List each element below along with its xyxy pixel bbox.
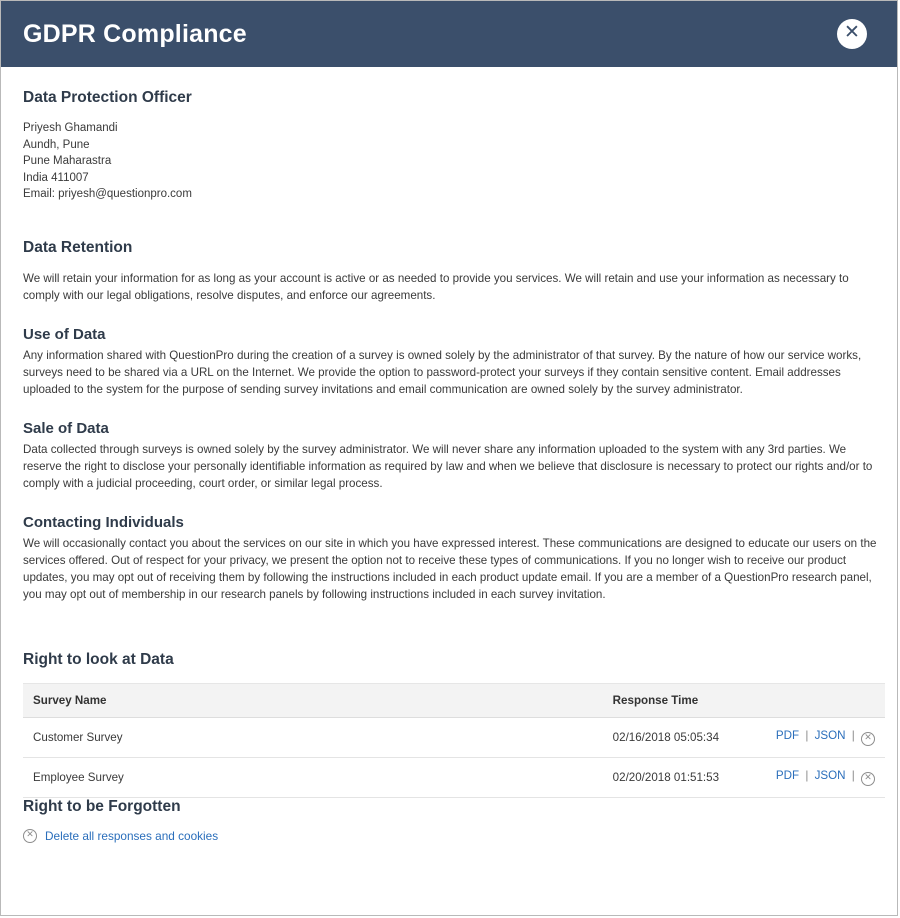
sale-of-data-text: Data collected through surveys is owned solely by the survey administrator. We will never share any information uploaded to the system with any 3rd parties. We reserve the right to disclose your personally identifiable information as required by law and when we believe that disclosure is necessary to protect our rights and/or to comply with a judicial proceeding, court order, or similar legal process.: [23, 442, 873, 490]
surveys-table: [23, 683, 885, 798]
spacer: [23, 625, 879, 651]
delete-survey-icon[interactable]: ✕: [861, 772, 875, 786]
table-row: [23, 717, 885, 757]
column-header-actions: [766, 683, 885, 717]
contacting-individuals-text: We will occasionally contact you about the services on our site in which you have expressed interest. These communications are designed to educate our users on the services offered. Out of respect for your privacy, we present the option not to receive these types of communications. If you no longer wish to receive our product updates, you may opt out of receiving them by following the instructions included in each product update email. If you are a member of a QuestionPro research panel, you may opt out of membership in our research panels by following instructions included in each survey invitation.: [23, 536, 877, 601]
download-json-link[interactable]: JSON: [814, 768, 846, 782]
delete-survey-icon[interactable]: ✕: [861, 732, 875, 746]
close-icon[interactable]: [837, 19, 867, 49]
dpo-email: Email: priyesh@questionpro.com: [23, 188, 192, 201]
contacting-individuals-heading: Contacting Individuals: [23, 513, 184, 531]
dpo-address-line-1: Aundh, Pune: [23, 138, 90, 151]
table-header-row: [23, 683, 885, 717]
surveys-table-head: [23, 683, 885, 717]
action-separator-2: |: [851, 768, 855, 782]
use-of-data-heading: Use of Data: [23, 325, 106, 343]
delete-all-responses-link[interactable]: Delete all responses and cookies: [45, 828, 219, 843]
response-time-cell: 02/20/2018 01:51:53: [603, 757, 766, 797]
sale-of-data-heading: Sale of Data: [23, 419, 109, 437]
download-pdf-link[interactable]: PDF: [775, 728, 800, 742]
row-actions-cell: [766, 757, 885, 797]
modal-body: [1, 67, 897, 915]
page-title: GDPR Compliance: [23, 19, 247, 48]
delete-all-row[interactable]: [23, 829, 879, 843]
right-to-look-heading: Right to look at Data: [23, 650, 174, 668]
action-separator: |: [805, 728, 809, 742]
row-actions-cell: [766, 717, 885, 757]
surveys-table-wrapper: [23, 683, 879, 798]
action-separator: |: [805, 768, 809, 782]
right-to-be-forgotten-heading: Right to be Forgotten: [23, 797, 181, 815]
data-retention-heading: Data Retention: [23, 238, 133, 256]
dpo-address-line-2: Pune Maharastra: [23, 155, 112, 168]
surveys-table-body: [23, 717, 885, 797]
dpo-address-line-3: India 411007: [23, 171, 89, 184]
data-retention-text: We will retain your information for as long as your account is active or as needed to provide you services. We will retain and use your information as necessary to comply with our legal obligations, resolve disputes, and enforce our agreements.: [23, 271, 849, 302]
download-pdf-link[interactable]: PDF: [775, 768, 800, 782]
modal-header: [1, 1, 897, 67]
survey-name-cell: Customer Survey: [23, 717, 603, 757]
download-json-link[interactable]: JSON: [814, 728, 846, 742]
table-row: [23, 757, 885, 797]
close-glyph: ✕: [844, 21, 860, 43]
use-of-data-text: Any information shared with QuestionPro during the creation of a survey is owned solely by the administrator of that survey. By the nature of how our service works, surveys need to be shared via a URL on the Internet. We provide the option to password-protect your surveys if they contain sensitive content. Email addresses uploaded to the system for the purpose of sending survey invitations and email communication are owned solely by the survey administrator.: [23, 348, 862, 396]
column-header-survey-name: Survey Name: [23, 683, 603, 717]
action-separator-2: |: [851, 728, 855, 742]
delete-all-icon[interactable]: ✕: [23, 829, 37, 843]
survey-name-cell: Employee Survey: [23, 757, 603, 797]
dpo-details: [23, 120, 879, 203]
response-time-cell: 02/16/2018 05:05:34: [603, 717, 766, 757]
dpo-heading: Data Protection Officer: [23, 89, 192, 106]
column-header-response-time: Response Time: [603, 683, 766, 717]
dpo-name: Priyesh Ghamandi: [23, 122, 118, 134]
